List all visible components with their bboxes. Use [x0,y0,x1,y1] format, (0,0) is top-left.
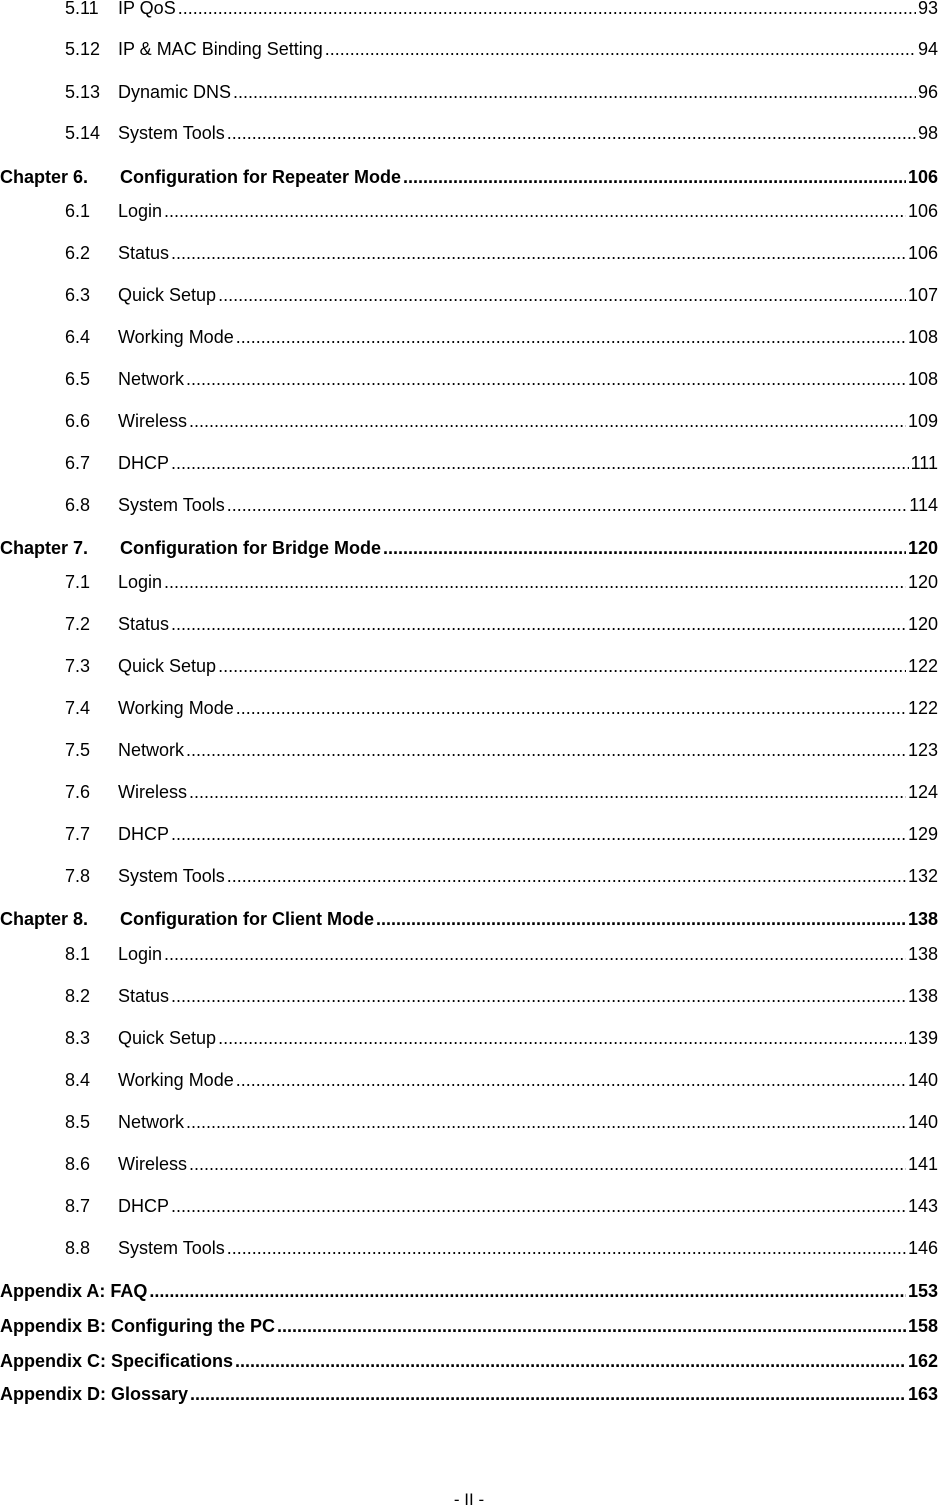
dot-leader [218,1027,906,1049]
dot-leader [236,326,906,348]
toc-entry[interactable] [0,1069,938,1091]
toc-entry[interactable] [0,200,938,222]
toc-entry-page: 106 [907,243,938,263]
dot-leader [171,1195,906,1217]
toc-entry-title: System Tools [118,866,225,886]
toc-entry[interactable] [0,452,938,474]
toc-entry-page: 106 [907,167,938,187]
toc-entry-title: Wireless [118,1154,188,1174]
toc-entry[interactable] [0,494,938,516]
toc-entry-number: 5.11 [65,0,99,18]
toc-entry-number: Chapter 7. [0,538,89,558]
dot-leader [164,200,906,222]
toc-entry-number: 7.2 [65,614,91,634]
toc-entry-number: 6.1 [65,201,91,221]
toc-entry-page: 140 [907,1070,938,1090]
toc-entry-page: 143 [907,1196,938,1216]
toc-entry-title: DHCP [118,1196,170,1216]
toc-entry-page: 140 [907,1112,938,1132]
toc-entry[interactable] [0,781,938,803]
toc-entry-title: Configuration for Bridge Mode [120,538,381,558]
dot-leader [277,1315,906,1337]
toc-entry-title: Wireless [118,782,188,802]
toc-entry[interactable] [0,0,938,19]
toc-entry[interactable] [0,122,938,144]
toc-entry-page: 107 [907,285,938,305]
toc-entry-title: Network [118,740,185,760]
toc-entry-number: 6.6 [65,411,91,431]
dot-leader [233,81,916,103]
dot-leader [164,943,906,965]
dot-leader [189,781,906,803]
toc-entry-number: 5.14 [65,123,101,143]
toc-entry-page: 162 [907,1351,938,1371]
toc-entry[interactable] [0,571,938,593]
toc-entry-number: 7.4 [65,698,91,718]
toc-entry[interactable] [0,865,938,887]
toc-entry-page: 93 [917,0,938,18]
toc-entry-title: Login [118,201,163,221]
toc-entry-page: 138 [907,944,938,964]
toc-entry-title: System Tools [118,495,225,515]
toc-appendix-entry[interactable] [0,1383,938,1405]
toc-entry-number: 6.4 [65,327,91,347]
toc-entry-number: 6.7 [65,453,91,473]
toc-entry-page: 141 [907,1154,938,1174]
dot-leader [171,452,909,474]
toc-entry-page: 94 [917,39,938,59]
toc-entry-page: 146 [907,1238,938,1258]
toc-entry[interactable] [0,697,938,719]
toc-entry-page: 122 [907,698,938,718]
toc-entry-title: Appendix B: Configuring the PC [0,1316,275,1336]
toc-entry-title: Appendix D: Glossary [0,1384,189,1404]
toc-entry[interactable] [0,1237,938,1259]
toc-entry-number: 8.8 [65,1238,91,1258]
toc-entry-title: Appendix A: FAQ [0,1281,148,1301]
toc-entry-number: 7.5 [65,740,91,760]
page-footer-number: - II - [453,1490,485,1509]
toc-entry-page: 98 [917,123,938,143]
toc-entry-page: 111 [910,453,938,473]
dot-leader [236,1069,906,1091]
dot-leader [403,166,906,188]
dot-leader [171,242,906,264]
toc-entry-number: 6.5 [65,369,91,389]
toc-entry-page: 106 [907,201,938,221]
toc-entry[interactable] [0,655,938,677]
toc-entry-title: Wireless [118,411,188,431]
toc-entry[interactable] [0,410,938,432]
toc-entry-title: Dynamic DNS [118,82,232,102]
toc-entry-page: 122 [907,656,938,676]
toc-entry[interactable] [0,1195,938,1217]
toc-entry-title: System Tools [118,123,225,143]
toc-entry[interactable] [0,284,938,306]
toc-appendix-entry[interactable] [0,1280,938,1302]
toc-entry-title: Configuration for Repeater Mode [120,167,402,187]
toc-entry-page: 120 [907,614,938,634]
toc-entry-number: 8.5 [65,1112,91,1132]
dot-leader [376,908,906,930]
toc-entry-title: Status [118,986,170,1006]
toc-chapter-entry[interactable] [0,908,938,930]
toc-entry-page: 108 [907,327,938,347]
toc-entry-title: Login [118,572,163,592]
dot-leader [149,1280,906,1302]
toc-appendix-entry[interactable] [0,1315,938,1337]
toc-entry-page: 109 [907,411,938,431]
toc-entry-title: Appendix C: Specifications [0,1351,234,1371]
toc-entry-number: 7.7 [65,824,91,844]
toc-entry-number: 7.3 [65,656,91,676]
dot-leader [171,823,906,845]
toc-entry-number: 7.6 [65,782,91,802]
toc-entry-page: 139 [907,1028,938,1048]
toc-entry-number: 8.7 [65,1196,91,1216]
toc-entry-page: 120 [907,572,938,592]
toc-entry-number: 8.1 [65,944,91,964]
dot-leader [383,537,906,559]
toc-entry-title: Working Mode [118,1070,234,1090]
dot-leader [325,38,916,60]
dot-leader [218,655,906,677]
toc-entry-number: 8.4 [65,1070,91,1090]
toc-entry-title: Status [118,243,170,263]
toc-entry-number: Chapter 8. [0,909,89,929]
toc-entry[interactable] [0,1111,938,1133]
toc-chapter-entry[interactable] [0,537,938,559]
toc-entry[interactable] [0,613,938,635]
toc-entry[interactable] [0,823,938,845]
dot-leader [186,1111,906,1133]
toc-entry-title: Status [118,614,170,634]
toc-entry-number: 6.8 [65,495,91,515]
toc-entry[interactable] [0,943,938,965]
toc-entry-page: 129 [907,824,938,844]
toc-entry[interactable] [0,985,938,1007]
toc-entry-number: 6.3 [65,285,91,305]
dot-leader [186,739,906,761]
dot-leader [186,368,906,390]
toc-entry-page: 153 [907,1281,938,1301]
dot-leader [235,1350,906,1372]
toc-entry-page: 108 [907,369,938,389]
toc-entry-title: Configuration for Client Mode [120,909,374,929]
toc-entry[interactable] [0,242,938,264]
toc-entry-number: 7.8 [65,866,91,886]
toc-entry[interactable] [0,38,938,60]
toc-entry-page: 123 [907,740,938,760]
toc-entry-number: 8.3 [65,1028,91,1048]
dot-leader [236,697,906,719]
toc-entry-number: 6.2 [65,243,91,263]
toc-entry-title: Quick Setup [118,285,217,305]
dot-leader [227,865,906,887]
toc-entry-title: Login [118,944,163,964]
toc-entry-title: Working Mode [118,698,234,718]
toc-entry-title: DHCP [118,824,170,844]
toc-entry-title: Network [118,369,185,389]
dot-leader [190,1383,906,1405]
toc-entry[interactable] [0,81,938,103]
toc-entry-number: 8.6 [65,1154,91,1174]
toc-entry-title: System Tools [118,1238,225,1258]
toc-entry-page: 124 [907,782,938,802]
toc-entry-number: 7.1 [65,572,91,592]
dot-leader [227,494,908,516]
dot-leader [218,284,906,306]
dot-leader [164,571,906,593]
toc-entry-page: 158 [907,1316,938,1336]
toc-entry-title: Network [118,1112,185,1132]
toc-entry-title: IP & MAC Binding Setting [118,39,323,59]
toc-entry-number: 5.13 [65,82,101,102]
dot-leader [178,0,916,19]
dot-leader [171,613,906,635]
toc-entry-title: Working Mode [118,327,234,347]
toc-entry-page: 132 [907,866,938,886]
toc-chapter-entry[interactable] [0,166,938,188]
toc-entry-title: DHCP [118,453,170,473]
toc-entry-number: 5.12 [65,39,101,59]
toc-entry[interactable] [0,1027,938,1049]
toc-entry[interactable] [0,368,938,390]
toc-entry-page: 138 [907,986,938,1006]
toc-entry-number: Chapter 6. [0,167,89,187]
dot-leader [171,985,906,1007]
toc-entry-title: IP QoS [118,0,176,18]
dot-leader [227,122,916,144]
toc-entry[interactable] [0,1153,938,1175]
toc-entry-page: 96 [917,82,938,102]
toc-entry[interactable] [0,739,938,761]
dot-leader [227,1237,906,1259]
toc-entry-number: 8.2 [65,986,91,1006]
toc-appendix-entry[interactable] [0,1350,938,1372]
toc-entry-page: 138 [907,909,938,929]
toc-entry-title: Quick Setup [118,656,217,676]
toc-entry[interactable] [0,326,938,348]
dot-leader [189,1153,906,1175]
toc-entry-page: 120 [907,538,938,558]
dot-leader [189,410,906,432]
toc-entry-page: 163 [907,1384,938,1404]
toc-entry-title: Quick Setup [118,1028,217,1048]
toc-entry-page: 114 [909,495,938,515]
